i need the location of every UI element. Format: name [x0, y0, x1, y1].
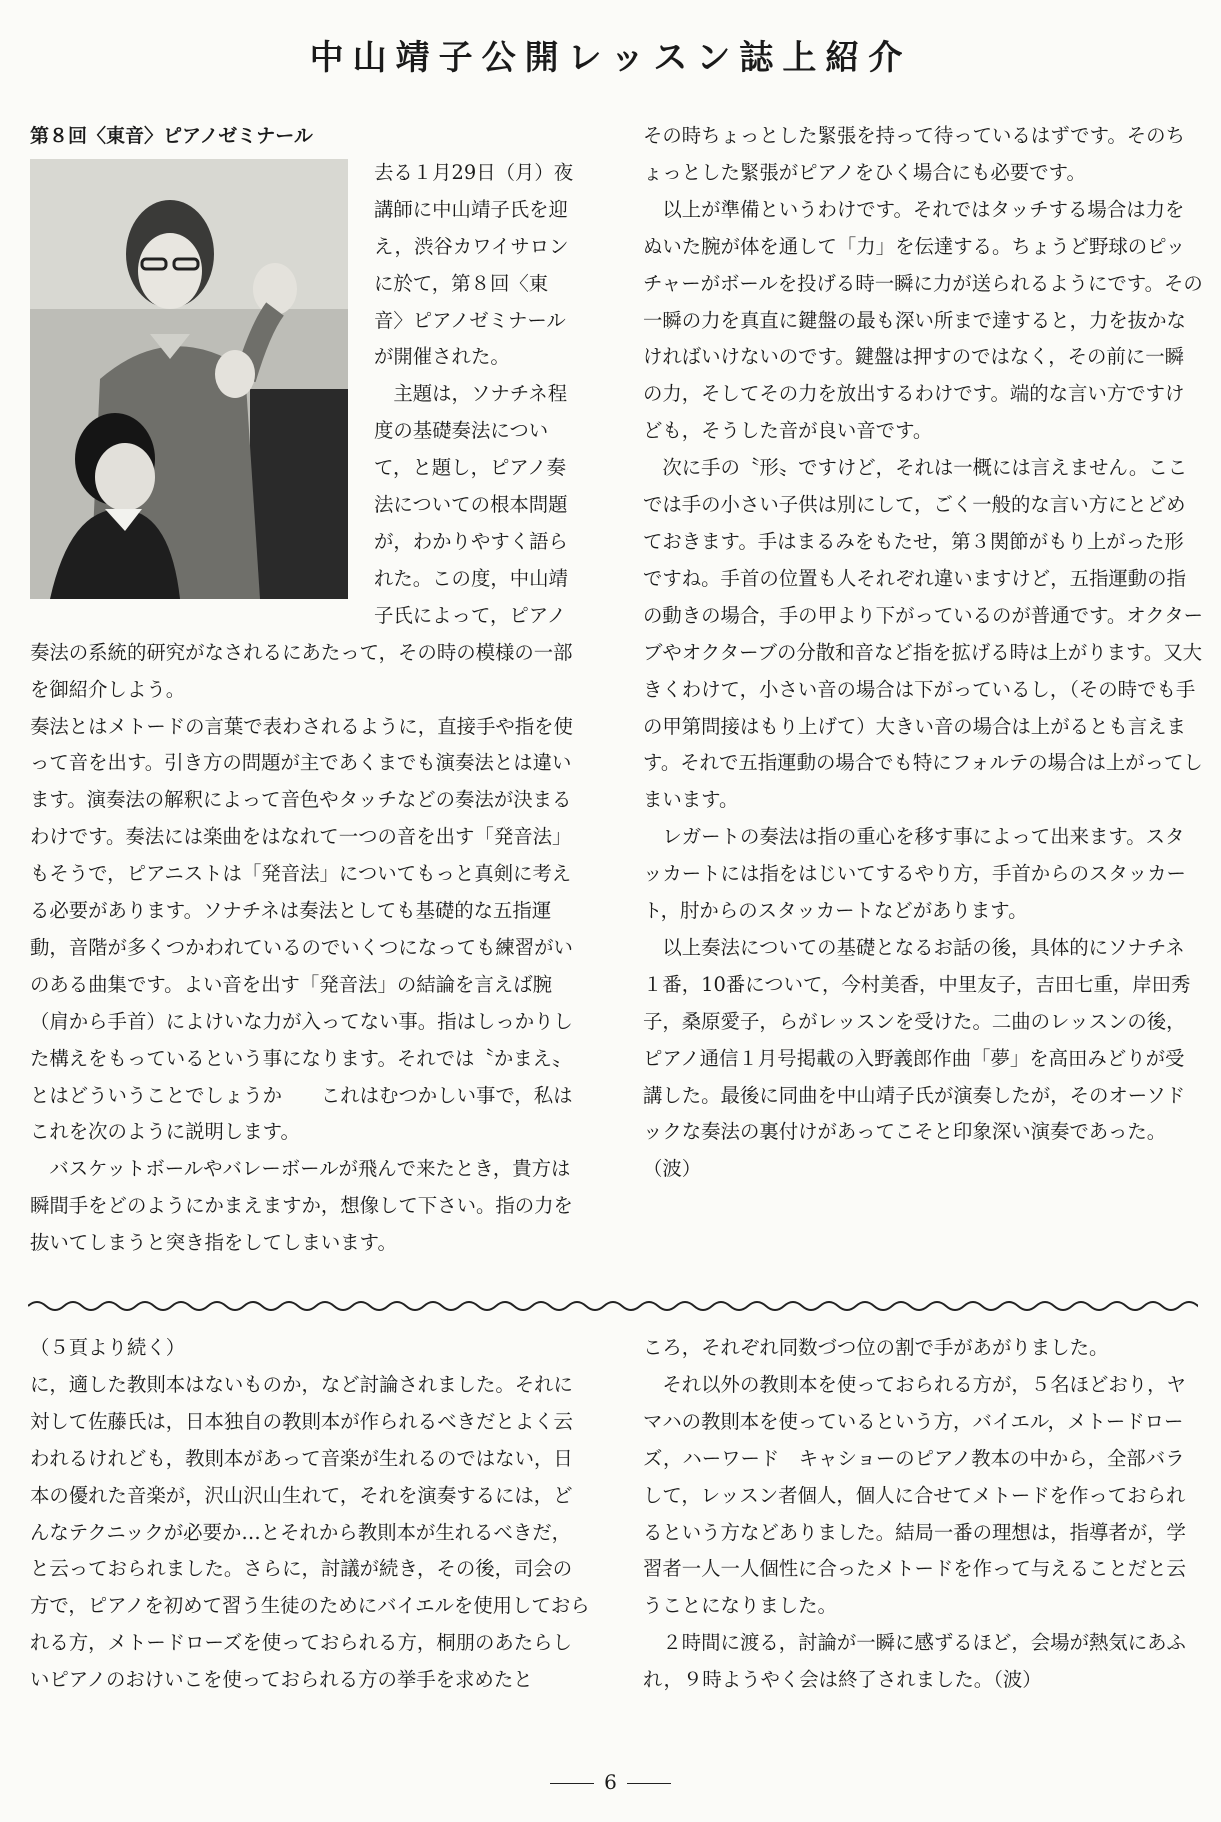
article-paragraph: レガートの奏法は指の重心を移す事によって出来ます。スタッカートには指をはじいてするやり方，手首からのスタッカート，肘からのスタッカートなどがあります。 — [643, 825, 1186, 923]
article-paragraph: それ以外の教則本を使っておられる方が，５名ほどおり，ヤマハの教則本を使っているという方，バイエル，メトードローズ，ハーワード キャショーのピアノ教本の中から，全部バラして，レッスン者個人，個人に合せてメトードを作っておられるという方などありました。結局一番の理想は，指導者が，学習者一人一人個性に合ったメトードを作って与えることだと云うことになりました。 — [643, 1372, 1186, 1618]
article-paragraph: 以上奏法についての基礎となるお話の後，具体的にソナチネ１番，10番について，今村美香，中里友子，吉田七重，岸田秀子，桑原愛子，らがレッスンを受けた。二曲のレッスンの後，ピアノ通信１月号掲載の入野義郎作曲「夢」を高田みどりが受講した。最後に同曲を中山靖子氏が演奏したが，そのオーソドックな奏法の裏付けがあってこそと印象深い演奏であった。（波） — [643, 935, 1191, 1181]
article-paragraph: に，適した教則本はないものか，など討論されました。それに対して佐藤氏は，日本独自の教則本が作られるべきだとよく云われるけれども，教則本があって音楽が生れるのではない，日本の優れた音楽が，沢山沢山生れて，それを演奏するには，どんなテクニックが必要か…とそれから教則本が生れるべきだ，と云っておられました。さらに，討議が続き，その後，司会の方で，ピアノを初めて習う生徒のためにバイエルを使用しておられる方，メトードローズを使っておられる方，桐朋のあたらしいピアノのおけいこを使っておられる方の挙手を求めたと — [30, 1372, 590, 1692]
continued-right-column — [643, 1330, 1203, 1699]
article-paragraph: ２時間に渡る，討論が一瞬に感ずるほど，会場が熱気にあふれ，９時ようやく会は終了されました。（波） — [643, 1631, 1186, 1692]
page-number — [0, 1770, 1221, 1794]
article-paragraph: 以上が準備というわけです。それではタッチする場合は力をぬいた腕が体を通して「力」を伝達する。ちょうど野球のピッチャーがボールを投げる時一瞬に力が送られるようにです。その一瞬の力を真直に鍵盤の最も深い所まで達すると，力を抜かなければいけないのです。鍵盤は押すのではなく，その前に一瞬の力，そしてその力を放出するわけです。端的な言い方ですけども，そうした音が良い音です。 — [643, 197, 1203, 443]
article-paragraph: 去る１月29日（月）夜 講師に中山靖子氏を迎え，渋谷カワイサロンに於て，第８回〈東音〉ピアノゼミナールが開催された。 — [374, 160, 593, 369]
article-paragraph: 次に手の〝形〟ですけど，それは一概には言えません。ここでは手の小さい子供は別にして，ごく一般的な言い方にとどめておきます。手はまるみをもたせ，第３関節がもり上がった形ですね。手首の位置も人それぞれ違いますけど，五指運動の指の動きの場合，手の甲より下がっているのが普通です。オクターブやオクターブの分散和音など指を拡げる時は上がります。又大きくわけて，小さい音の場合は下がっているし，（その時でも手の甲第問接はもり上げて）大きい音の場合は上がるとも言えます。それで五指運動の場合でも特にフォルテの場合は上がってしまいます。 — [643, 456, 1203, 812]
section-heading: 第８回〈東音〉ピアノゼミナール — [30, 125, 313, 147]
lesson-photo — [30, 159, 348, 599]
page-title: 中山靖子公開レッスン誌上紹介 — [309, 38, 912, 78]
article-paragraph: その時ちょっとした緊張を持って待っているはずです。そのちょっとした緊張がピアノをひく場合にも必要です。 — [643, 124, 1185, 184]
wavy-divider — [28, 1296, 1198, 1316]
article-paragraph: ころ，それぞれ同数づつ位の割で手があがりました。 — [643, 1336, 1109, 1359]
article-paragraph: 主題は，ソナチネ程度の基礎奏法について，と題し，ピアノ奏法についての根本問題が，わかりやすく語られた。この度，中山靖子氏によって，ピアノ奏法の系統的研究がなされるにあたって，その時の模様の一部を御紹介しよう。 — [30, 382, 573, 701]
continued-note: （５頁より続く） — [30, 1336, 186, 1359]
page-number-value: 6 — [604, 1770, 617, 1794]
article-right-column — [643, 118, 1203, 1188]
photo-illustration — [30, 159, 348, 599]
article-left-column — [30, 118, 593, 1262]
continued-left-column — [30, 1330, 590, 1699]
article-paragraph: バスケットボールやバレーボールが飛んで来たとき，貴方は瞬間手をどのようにかまえますか，想像して下さい。指の力を抜いてしまうと突き指をしてしまいます。 — [30, 1157, 573, 1255]
article-paragraph: 奏法とはメトードの言葉で表わされるように，直接手や指を使って音を出す。引き方の問題が主であくまでも演奏法とは違います。演奏法の解釈によって音色やタッチなどの奏法が決まるわけです。奏法には楽曲をはなれて一つの音を出す「発音法」もそうで，ピアニストは「発音法」についてもっと真剣に考える必要があります。ソナチネは奏法としても基礎的な五指運動，音階が多くつかわれているのでいくつになっても練習がいのある曲集です。よい音を出す「発音法」の結論を言えば腕（肩から手首）によけいな力が入ってない事。指はしっかりした構えをもっているという事になります。それでは〝かまえ〟とはどういうことでしょうか これはむつかしい事で，私はこれを次のように説明します。 — [30, 714, 573, 1144]
